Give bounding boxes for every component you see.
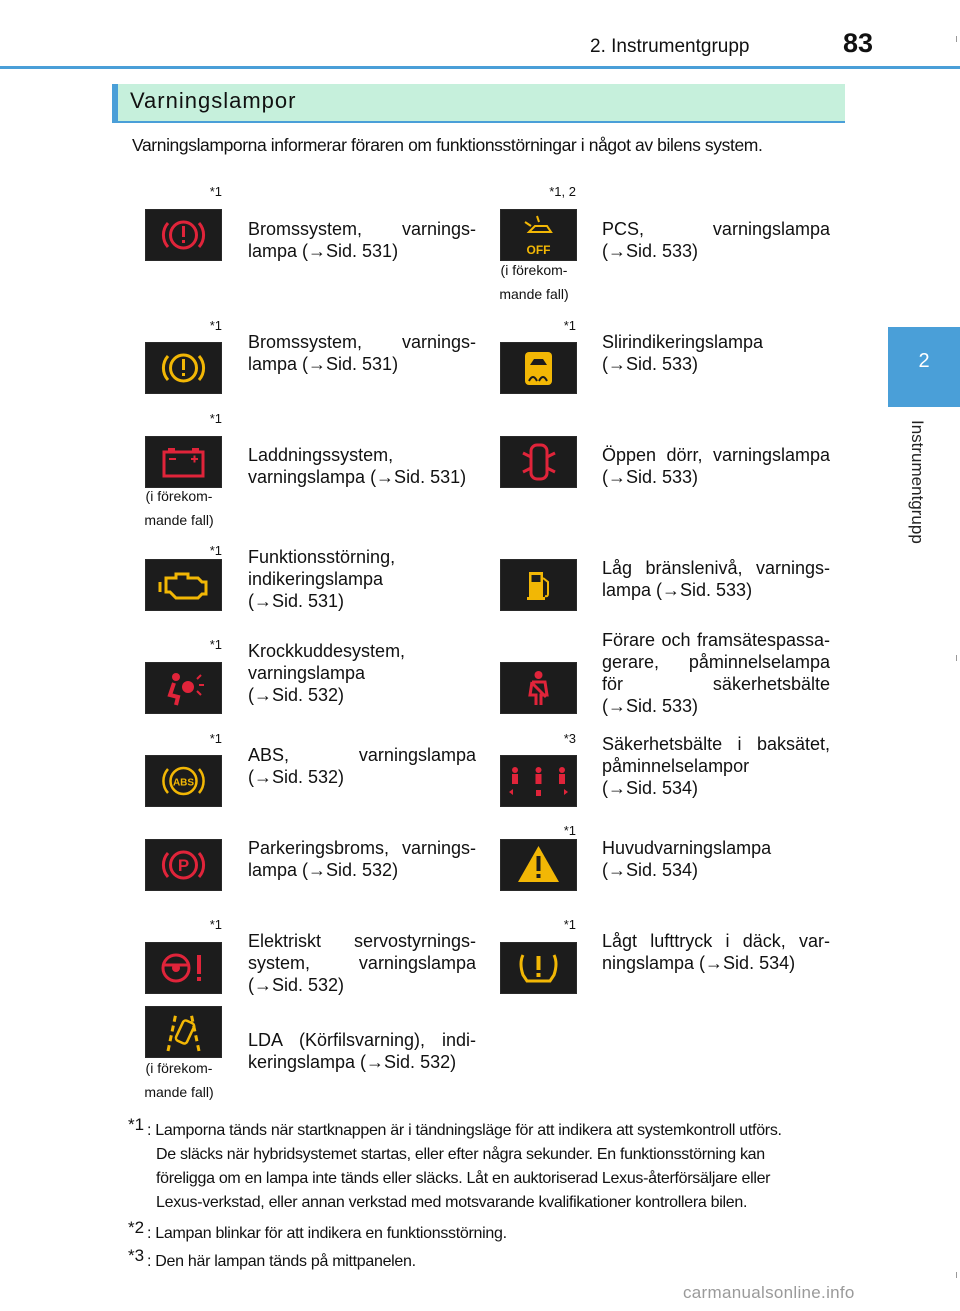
tire-pressure-icon [500,942,577,994]
lamp-footnote-mark: *1 [563,917,576,932]
lamp-description-line: (→Sid. 533) [602,241,699,261]
battery-icon [145,436,222,488]
lamp-description [602,218,830,262]
svg-text:OFF: OFF [526,243,551,257]
lamp-footnote-mark: *1, 2 [549,184,576,199]
lamp-description-line: Laddningssystem, [248,445,394,465]
lamp-description-line: keringslampa (→Sid. 532) [248,1052,457,1072]
lamp-description-line: lampa (→Sid. 531) [248,354,399,374]
lamp-description [248,930,476,996]
page-number: 83 [843,28,874,58]
footnote-line: föreligga om en lampa inte tänds eller släcks. Låt en auktoriserad Lexus-återförsäljare eller [156,1170,771,1187]
svg-text:P: P [177,856,190,875]
lamp-description [602,930,830,974]
footnote-mark: *1 [128,1115,145,1134]
lamp-footnote-mark: *1 [563,823,576,838]
lamp-description-line: Bromssystem, varnings- [248,219,476,239]
lamp-description-line: Elektriskt servostyrnings- [248,931,476,951]
lamp-availability-note [129,484,229,532]
fuel-icon [500,559,577,611]
footnote-mark: *3 [128,1246,145,1265]
lamp-description-line: Lågt lufttryck i däck, var- [602,931,830,951]
lamp-footnote-mark: *1 [209,917,222,932]
footnote-line: De släcks när hybridsystemet startas, eller efter några sekunder. En funktionsstörning kan [156,1146,765,1163]
lamp-description-line: lampa (→Sid. 533) [602,580,753,600]
margin-tick [956,1272,957,1278]
lamp-description-line: (→Sid. 534) [602,860,699,880]
lamp-description [248,1029,476,1073]
lamp-description-line: system, varningslampa [248,953,476,973]
lamp-description-line: Slirindikeringslampa [602,332,764,352]
lamp-description [602,557,830,601]
airbag-icon [145,662,222,714]
lamp-description-line: Krockkuddesystem, [248,641,406,661]
brake-warning-amber-icon [145,342,222,394]
section-intro: Varningslamporna informerar föraren om funktionsstörningar i något av bilens system. [132,135,763,155]
footnote-line: : Lampan blinkar för att indikera en funktionsstörning. [147,1225,507,1242]
lamp-description-line: varningslampa [248,663,366,683]
lamp-description-line: (→Sid. 531) [248,591,345,611]
lamp-availability-line: mande fall) [144,512,214,528]
lamp-description [602,629,830,717]
lamp-availability-line: (i förekom- [500,262,568,278]
lamp-availability-line: mande fall) [499,286,569,302]
parking-brake-icon [145,839,222,891]
header-rule [0,66,960,69]
chapter-tab: 2 [888,327,960,407]
lamp-description-line: (→Sid. 532) [248,685,345,705]
lamp-description-line: ABS, varningslampa [248,745,476,765]
lamp-footnote-mark: *1 [209,318,222,333]
lamp-description-line: Låg bränslenivå, varnings- [602,558,830,578]
footnote-mark: *2 [128,1218,145,1237]
lamp-availability-note [484,258,584,306]
lamp-availability-line: mande fall) [144,1084,214,1100]
footnote-line: Lexus-verkstad, eller annan verkstad med motsvarande kvalifikationer kontrollera bilen. [156,1194,748,1211]
svg-text:ABS: ABS [172,777,195,789]
lamp-description-line: (→Sid. 532) [248,975,345,995]
lamp-description-line: lampa (→Sid. 532) [248,860,399,880]
master-warning-icon [500,839,577,891]
lane-departure-icon [145,1006,222,1058]
footnote-text [147,1250,840,1274]
lamp-footnote-mark: *1 [209,637,222,652]
rear-seatbelt-icon [500,755,577,807]
lamp-footnote-mark: *1 [563,318,576,333]
lamp-description [602,331,830,375]
lamp-description-line: Säkerhetsbälte i baksätet, [602,734,830,754]
lamp-description [248,331,476,375]
lamp-description [602,444,830,488]
watermark: carmanualsonline.info [683,1283,855,1302]
footnote-text [147,1222,840,1246]
lamp-description-line: Bromssystem, varnings- [248,332,476,352]
abs-icon [145,755,222,807]
lamp-description-line: (→Sid. 533) [602,354,699,374]
chapter-side-label: Instrumentgrupp [908,420,927,544]
lamp-description-line: LDA (Körfilsvarning), indi- [248,1030,476,1050]
lamp-description-line: (→Sid. 533) [602,696,699,716]
lamp-description-line: Huvudvarningslampa [602,838,772,858]
slip-indicator-icon [500,342,577,394]
lamp-description-line: Parkeringsbroms, varnings- [248,838,476,858]
section-header-accent [112,84,118,123]
footnote-line: : Lamporna tänds när startknappen är i tändningsläge för att indikera att systemkontroll utförs. [147,1122,782,1139]
lamp-description-line: PCS, varningslampa [602,219,830,239]
pcs-off-icon [500,209,577,261]
lamp-description-line: Förare och framsätespassa- [602,630,830,650]
power-steering-icon [145,942,222,994]
lamp-footnote-mark: *1 [209,543,222,558]
lamp-availability-line: (i förekom- [145,488,213,504]
lamp-description-line: Funktionsstörning, [248,547,396,567]
chapter-title: 2. Instrumentgrupp [590,36,750,57]
lamp-description-line: varningslampa (→Sid. 531) [248,467,467,487]
lamp-description [248,546,476,612]
open-door-icon [500,436,577,488]
lamp-description [602,733,830,799]
lamp-description [248,837,476,881]
lamp-description-line: ningslampa (→Sid. 534) [602,953,796,973]
lamp-description-line: (→Sid. 533) [602,467,699,487]
footnote-line: : Den här lampan tänds på mittpanelen. [147,1253,416,1270]
lamp-description [248,444,476,488]
lamp-availability-note [129,1056,229,1104]
lamp-availability-line: (i förekom- [145,1060,213,1076]
lamp-description-line: gerare, påminnelselampa [602,652,830,672]
lamp-footnote-mark: *1 [209,411,222,426]
brake-warning-icon [145,209,222,261]
section-title: Varningslampor [130,88,297,113]
lamp-footnote-mark: *3 [563,731,576,746]
lamp-footnote-mark: *1 [209,731,222,746]
lamp-description-line: (→Sid. 534) [602,778,699,798]
lamp-description-line: Öppen dörr, varningslampa [602,445,830,465]
margin-tick [956,36,957,42]
lamp-description-line: för säkerhetsbälte [602,674,830,694]
seatbelt-icon [500,662,577,714]
engine-icon [145,559,222,611]
footnote-text [147,1119,840,1215]
lamp-description-line: indikeringslampa [248,569,384,589]
lamp-description [248,640,476,706]
lamp-description-line: (→Sid. 532) [248,767,345,787]
lamp-footnote-mark: *1 [209,184,222,199]
lamp-description [602,837,830,881]
lamp-description-line: påminnelselampor [602,756,750,776]
lamp-description-line: lampa (→Sid. 531) [248,241,399,261]
lamp-description [248,744,476,788]
margin-tick [956,655,957,661]
lamp-description [248,218,476,262]
